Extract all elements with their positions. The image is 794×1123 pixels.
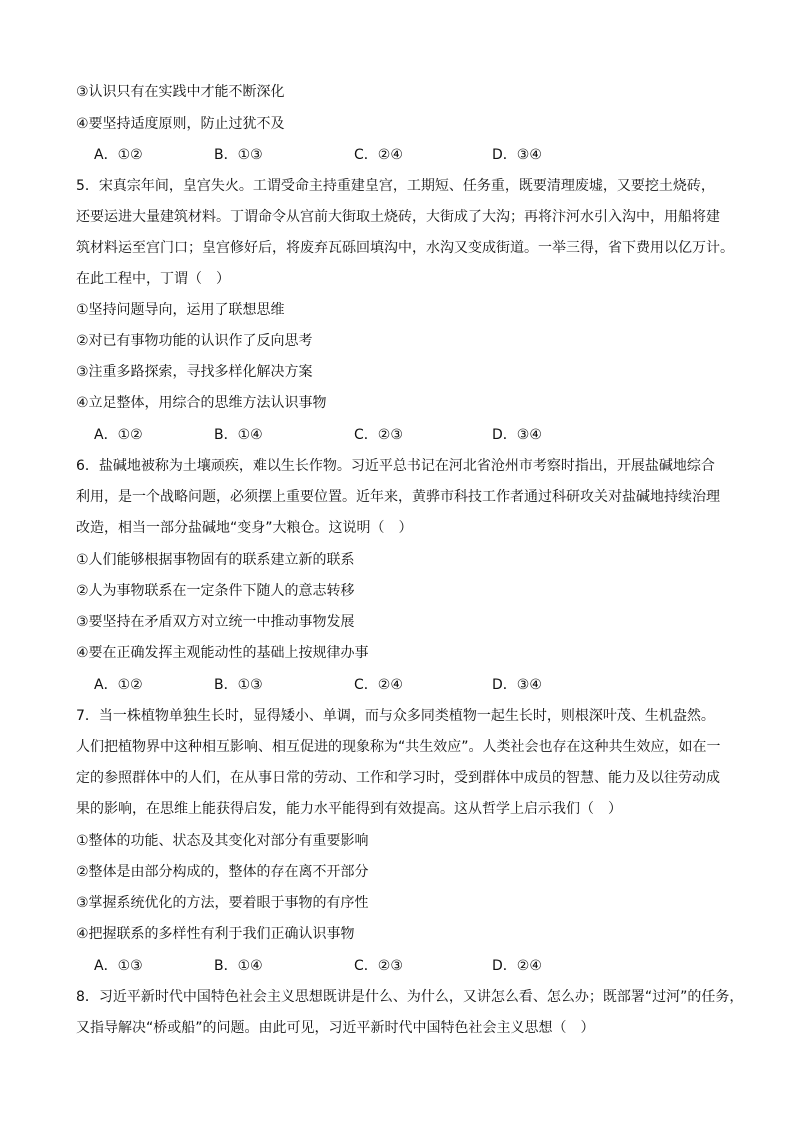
q5-item-1: ①坚持问题导向，运用了联想思维 [76, 302, 285, 318]
q5-stem-line-4: 在此工程中，丁谓（ ） [76, 271, 230, 287]
q5-option-b: B．①④ [214, 427, 263, 443]
q4-item-4: ④要坚持适度原则，防止过犹不及 [76, 116, 285, 132]
q7-stem-line-1: 7．当一株植物单独生长时，显得矮小、单调，而与众多同类植物一起生长时，则根深叶茂、生机盎然。 [76, 708, 715, 724]
q4-option-c: C．②④ [354, 147, 403, 163]
q8-stem-line-2: 又指导解决“桥或船”的问题。由此可见，习近平新时代中国特色社会主义思想（ ） [76, 1020, 595, 1036]
q5-item-3: ③注重多路探索，寻找多样化解决方案 [76, 364, 313, 380]
q7-item-4: ④把握联系的多样性有利于我们正确认识事物 [76, 926, 355, 942]
q6-stem-line-1: 6．盐碱地被称为土壤顽疾，难以生长作物。习近平总书记在河北省沧州市考察时指出，开展盐碱地综合 [76, 458, 715, 474]
q4-option-d: D．③④ [492, 147, 542, 163]
q6-item-4: ④要在正确发挥主观能动性的基础上按规律办事 [76, 645, 369, 661]
q7-stem-line-3: 定的参照群体中的人们，在从事日常的劳动、工作和学习时，受到群体中成员的智慧、能力及以往劳动成 [76, 770, 720, 786]
q6-option-a: A．①② [94, 677, 143, 693]
q4-option-b: B．①③ [214, 147, 263, 163]
q7-stem-line-2: 人们把植物界中这种相互影响、相互促进的现象称为“共生效应”。人类社会也存在这种共生效应，如在一 [76, 739, 721, 755]
q5-option-d: D．③④ [492, 427, 542, 443]
q7-option-b: B．①④ [214, 958, 263, 974]
q5-item-4: ④立足整体，用综合的思维方法认识事物 [76, 395, 327, 411]
q7-item-3: ③掌握系统优化的方法，要着眼于事物的有序性 [76, 895, 369, 911]
q7-option-c: C．②③ [354, 958, 403, 974]
q6-stem-line-3: 改造，相当一部分盐碱地“变身”大粮仓。这说明（ ） [76, 520, 413, 536]
q6-option-c: C．②④ [354, 677, 403, 693]
q6-stem-line-2: 利用，是一个战略问题，必须摆上重要位置。近年来，黄骅市科技工作者通过科研攻关对盐碱地持续治理 [76, 489, 720, 505]
q7-stem-line-4: 果的影响，在思维上能获得启发，能力水平能得到有效提高。这从哲学上启示我们（ ） [76, 801, 622, 817]
q6-option-b: B．①③ [214, 677, 263, 693]
q6-item-3: ③要坚持在矛盾双方对立统一中推动事物发展 [76, 614, 355, 630]
q7-item-2: ②整体是由部分构成的，整体的存在离不开部分 [76, 864, 369, 880]
q6-item-2: ②人为事物联系在一定条件下随人的意志转移 [76, 583, 355, 599]
q5-option-a: A．①② [94, 427, 143, 443]
q5-stem-line-3: 筑材料运至宫门口；皇宫修好后，将废弃瓦砾回填沟中，水沟又变成街道。一举三得，省下费用以亿万计。 [76, 240, 734, 256]
q6-option-d: D．③④ [492, 677, 542, 693]
q7-item-1: ①整体的功能、状态及其变化对部分有重要影响 [76, 833, 369, 849]
q4-option-a: A．①② [94, 147, 143, 163]
q5-stem-line-1: 5．宋真宗年间，皇宫失火。工谓受命主持重建皇宫，工期短、任务重，既要清理废墟，又要挖土烧砖， [76, 178, 715, 194]
q6-item-1: ①人们能够根据事物固有的联系建立新的联系 [76, 552, 355, 568]
q4-item-3: ③认识只有在实践中才能不断深化 [76, 84, 285, 100]
q7-option-a: A．①③ [94, 958, 143, 974]
q7-option-d: D．②④ [492, 958, 542, 974]
q5-item-2: ②对已有事物功能的认识作了反向思考 [76, 333, 313, 349]
q8-stem-line-1: 8．习近平新时代中国特色社会主义思想既讲是什么、为什么，又讲怎么看、怎么办；既部署“过河”的任务， [76, 989, 744, 1005]
q5-option-c: C．②③ [354, 427, 403, 443]
q5-stem-line-2: 还要运进大量建筑材料。丁谓命令从宫前大街取土烧砖，大街成了大沟；再将汴河水引入沟中，用船将建 [76, 209, 720, 225]
